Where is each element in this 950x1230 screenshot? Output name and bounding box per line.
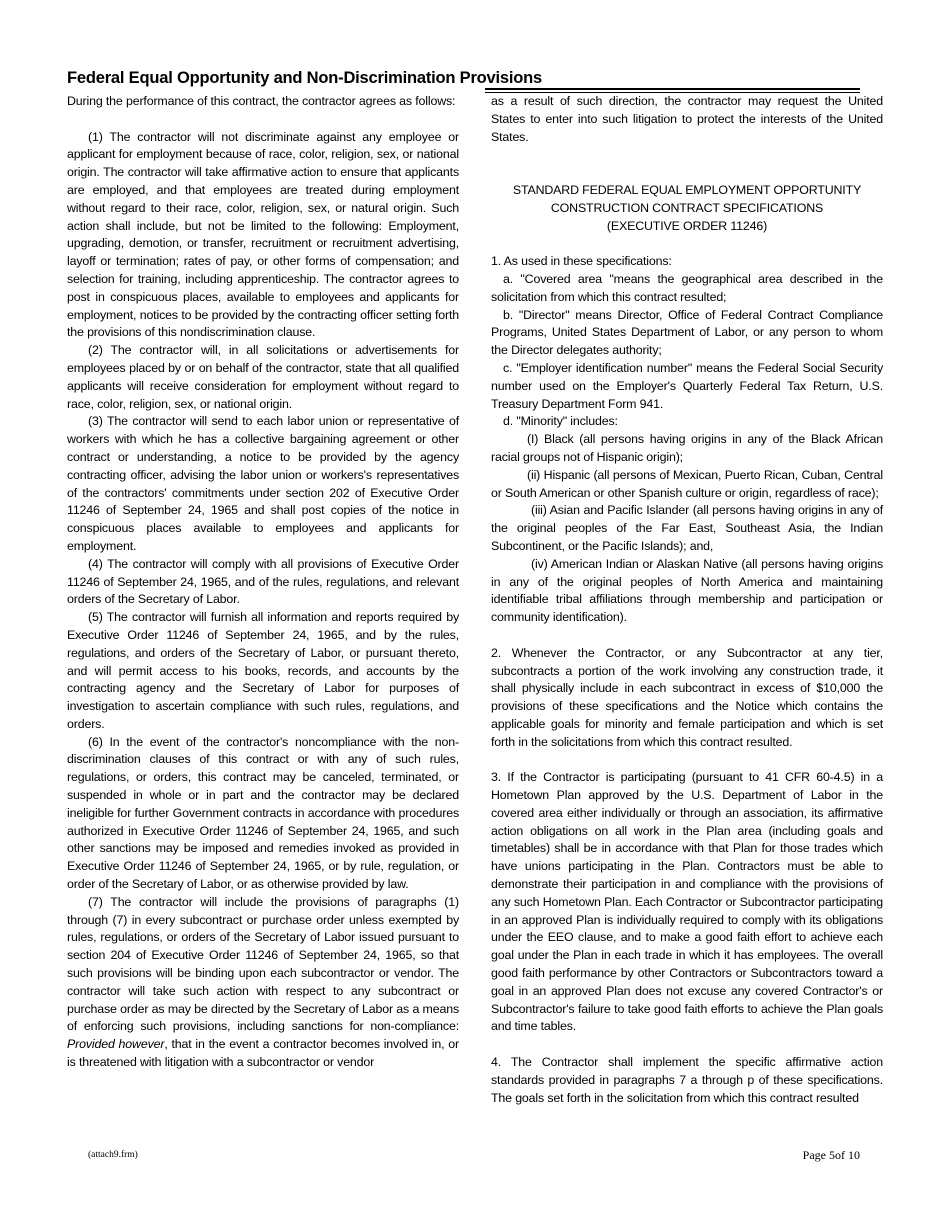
spacer	[491, 627, 883, 645]
spacer	[491, 235, 883, 253]
spec-item-1d-ii: (ii) Hispanic (all persons of Mexican, Puerto Rican, Cuban, Central or South American or other Spanish culture or origin, regardless of race);	[491, 467, 883, 500]
spacer	[491, 1036, 883, 1054]
left-column	[67, 93, 459, 1072]
clause-5: (5) The contractor will furnish all information and reports required by Executive Order 11246 of September 24, 1965, and by the rules, regulations, and orders of the Secretary of Labor, or pursuant thereto, and will permit access to his books, records, and accounts by the contracting agency and the Secretary of Labor for purposes of investigation to ascertain compliance with such rules, regulations, and orders.	[67, 610, 459, 731]
spec-item-1b: b. "Director" means Director, Office of Federal Contract Compliance Programs, United States Department of Labor, or any person to whom the Director delegates authority;	[491, 307, 883, 358]
spec-item-1: 1. As used in these specifications:	[491, 254, 672, 269]
page-number: Page 5of 10	[802, 1148, 860, 1162]
section-heading-line-3: (EXECUTIVE ORDER 11246)	[606, 218, 768, 233]
clause-7-start: (7) The contractor will include the provisions of paragraphs (1) through (7) in every subcontract or purchase order unless exempted by rules, regulations, or orders of the Secretary of Labor issued pursuant to section 204 of Executive Order 11246 of September 24, 1965, so that such provisions will be binding upon each subcontractor or vendor. The contractor will take such action with respect to any subcontract or purchase order as may be directed by the Secretary of Labor as a means of enforcing such provisions, including sanctions for non-compliance:	[67, 894, 459, 1034]
section-heading-line-2: CONSTRUCTION CONTRACT SPECIFICATIONS	[550, 200, 824, 215]
clause-3: (3) The contractor will send to each labor union or representative of workers with which he has a collective bargaining agreement or other contract or understanding, a notice to be provided by the agency contracting officer, advising the labor union or workers's representatives of the contractors' commitments under section 202 of Executive Order 11246 of September 24, 1965 and shall post copies of the notice in conspicuous places available to employees and applicants for employment.	[67, 414, 459, 553]
page-title: Federal Equal Opportunity and Non-Discrimination Provisions	[67, 69, 543, 87]
section-heading-line-1: STANDARD FEDERAL EQUAL EMPLOYMENT OPPORTUNITY	[512, 182, 862, 197]
spec-item-1c: c. "Employer identification number" means the Federal Social Security number used on the Employer's Quarterly Federal Tax Return, U.S. Treasury Department Form 941.	[491, 360, 883, 411]
title-rule-thick	[485, 88, 860, 90]
file-reference: (attach9.frm)	[88, 1150, 138, 1160]
spec-item-1d-iii: (iii) Asian and Pacific Islander (all persons having origins in any of the original peoples of the Far East, Southeast Asia, the Indian Subcontinent, or the Pacific Islands); and,	[491, 503, 883, 553]
spec-item-3: 3. If the Contractor is participating (pursuant to 41 CFR 60-4.5) in a Hometown Plan approved by the U.S. Department of Labor in the covered area either individually or through an association, its affirmative action obligations on all work in the Plan area (including goals and timetables) shall be in accordance with that Plan for those trades which have unions participating in the Plan. Contractors must be able to demonstrate their participation in and compliance with the provisions of any such Hometown Plan. Each Contractor or Subcontractor participating in an approved Plan is individually required to comply with its obligations under the EEO clause, and to make a good faith effort to achieve each goal under the Plan in each trade in which it has employees. The overall good faith performance by other Contractors or Subcontractors toward a goal in an approved Plan does not excuse any covered Contractor's or Subcontractor's failure to take good faith efforts to achieve the Plan goals and time tables.	[491, 770, 883, 1034]
spec-item-2: 2. Whenever the Contractor, or any Subcontractor at any tier, subcontracts a portion of the work involving any construction trade, it shall physically include in each subcontract in excess of $10,000 the provisions of these specifications and the Notice which contains the applicable goals for minority and female participation and which is set forth in the solicitations from which this contract resulted.	[491, 645, 883, 749]
intro-paragraph: During the performance of this contract, the contractor agrees as follows:	[67, 94, 456, 108]
clause-7-italic: Provided however	[67, 1037, 165, 1052]
clause-2: (2) The contractor will, in all solicitations or advertisements for employees placed by or on behalf of the contractor, state that all qualified applicants will receive consideration for employment without regard to race, color, religion, sex, or national origin.	[67, 343, 459, 411]
clause-7	[67, 894, 459, 1072]
spacer	[67, 111, 459, 129]
continuation-paragraph: as a result of such direction, the contractor may request the United States to enter into such litigation to protect the interests of the United States.	[491, 94, 883, 144]
clause-6: (6) In the event of the contractor's noncompliance with the non-discrimination clauses of this contract or with any of such rules, regulations, or orders, this contract may be canceled, terminated, or suspended in whole or in part and the contractor may be declared ineligible for further Government contracts in accordance with procedures authorized in Executive Order 11246 of September 24, 1965, and such other sanctions may be imposed and remedies invoked as provided in Executive Order 11246 of September 24, 1965, or by rule, regulation, or order of the Secretary of Labor, or as otherwise provided by law.	[67, 734, 459, 892]
spec-item-1d-i: (I) Black (all persons having origins in any of the Black African racial groups not of Hispanic origin);	[491, 432, 883, 464]
clause-4: (4) The contractor will comply with all provisions of Executive Order 11246 of September 24, 1965, and of the rules, regulations, and relevant orders of the Secretary of Labor.	[67, 556, 459, 607]
spacer	[491, 751, 883, 769]
spec-item-4: 4. The Contractor shall implement the specific affirmative action standards provided in paragraphs 7 a through p of these specifications. The goals set forth in the solicitation from which this contract resulted	[491, 1055, 883, 1105]
spacer	[491, 146, 883, 182]
clause-7-end: , that in the event a contractor becomes involved in, or is threatened with litigation with a subcontractor or vendor	[67, 1037, 460, 1070]
spec-item-1d: d. "Minority" includes:	[503, 414, 618, 429]
spec-item-1d-iv: (iv) American Indian or Alaskan Native (all persons having origins in any of the original peoples of North America and maintaining identifiable tribal affiliations through membership and participation or community identification).	[491, 556, 883, 625]
right-column	[491, 93, 883, 1107]
clause-1: (1) The contractor will not discriminate against any employee or applicant for employment because of race, color, religion, sex, or national origin. The contractor will take affirmative action to ensure that applicants are employed, and that employees are treated during employment without regard to their race, color, religion, sex, or natural origin. Such action shall include, but not be limited to the following: Employment, upgrading, demotion, or transfer, recruitment or recruitment advertising, layoff or termination; rates of pay, or other forms of compensation; and selection for training, including apprenticeship. The contractor agrees to post in conspicuous places, available to employees and applicants for employment, notices to be provided by the contracting officer setting forth the provisions of this nondiscrimination clause.	[67, 129, 459, 340]
spec-item-1a: a. "Covered area "means the geographical area described in the solicitation from which this contract resulted;	[491, 271, 883, 304]
